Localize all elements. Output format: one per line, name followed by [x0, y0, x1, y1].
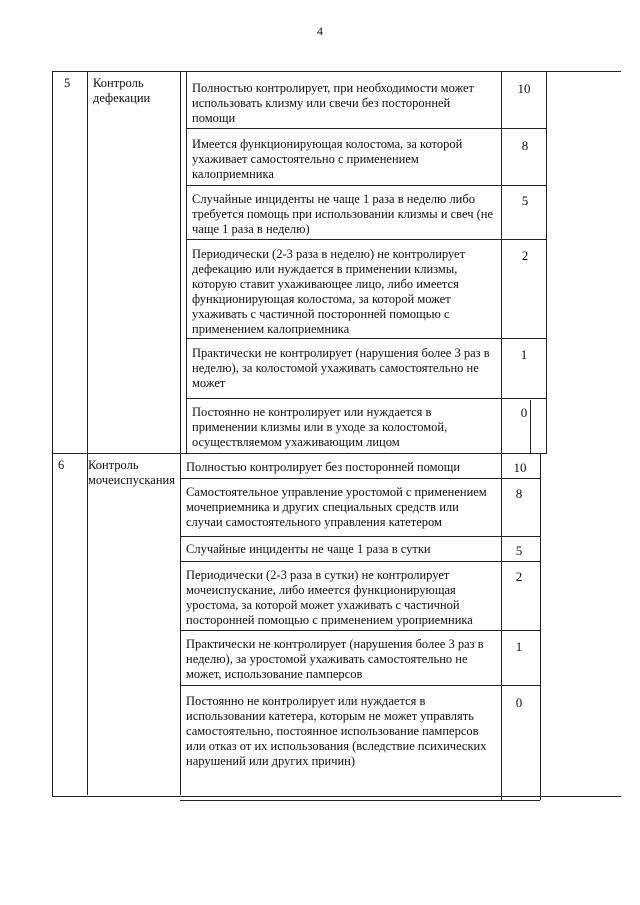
row-divider	[180, 561, 540, 562]
criterion-score: 8	[521, 138, 529, 153]
row-divider	[180, 800, 540, 801]
section-divider	[52, 453, 546, 454]
criterion-score: 0	[520, 405, 528, 420]
column-divider-title	[180, 71, 181, 795]
criterion-text: Постоянно не контролирует или нуждается в использовании катетера, которым не может управлять самостоятельно, постоянное использование памперсов или отказ от их использования (вследствие психических нарушений или других причин)	[186, 694, 487, 768]
row-divider	[180, 478, 540, 479]
criterion-score: 10	[513, 460, 527, 475]
criterion-text: Полностью контролирует, при необходимости может использовать клизму или свечи без посторонней помощи	[192, 81, 474, 125]
criterion-score: 1	[520, 347, 528, 362]
criterion-text: Постоянно не контролирует или нуждается в применении клизмы или в уходе за колостомой, осуществляемом ухаживающим лицом	[192, 405, 448, 449]
criterion-score: 5	[521, 193, 529, 208]
row-divider	[186, 239, 546, 240]
criterion-text: Периодически (2-3 раза в сутки) не контролирует мочеиспускание, либо имеется функционирующая уростома, за которой может ухаживать с частичной посторонней помощью с применением уроприемника	[186, 568, 473, 627]
criterion-score: 2	[515, 569, 523, 584]
criterion-text: Практически не контролирует (нарушения более 3 раз в неделю), за колостомой ухаживать самостоятельно не может	[192, 346, 490, 390]
criterion-text: Случайные инциденты не чаще 1 раза в неделю либо требуется помощь при использовании клизмы и свеч (не чаще 1 раза в неделю)	[192, 192, 494, 236]
row-divider	[180, 685, 540, 686]
criterion-score: 8	[515, 486, 523, 501]
section-title: Контроль мочеиспускания	[88, 458, 175, 487]
section-number: 6	[58, 458, 65, 472]
criterion-text: Самостоятельное управление уростомой с применением мочеприемника и других специальных средств или случаи самостоятельного управления катетером	[186, 485, 487, 529]
section-title: Контроль дефекации	[93, 76, 151, 105]
criterion-score: 10	[517, 81, 531, 96]
criterion-text: Имеется функционирующая колостома, за которой ухаживает самостоятельно с применением калоприемника	[192, 137, 463, 181]
criterion-score: 1	[515, 639, 523, 654]
row-divider	[186, 398, 546, 399]
criterion-score: 2	[521, 248, 529, 263]
column-divider-number	[87, 71, 88, 795]
criterion-text: Периодически (2-3 раза в неделю) не контролирует дефекацию или нуждается в применении клизмы, которую ставит ухаживающее лицо, либо имеется функционирующая колостома, за которой может ухаживать с частичной посторонней помощью с применением калоприемника	[192, 247, 466, 336]
row-divider	[180, 630, 540, 631]
row-divider	[180, 536, 540, 537]
criterion-text: Случайные инциденты не чаще 1 раза в сутки	[186, 542, 431, 556]
criterion-text: Полностью контролирует без посторонней помощи	[186, 460, 461, 474]
criterion-text: Практически не контролирует (нарушения более 3 раз в неделю), за уростомой ухаживать самостоятельно не может, использование памперсов	[186, 637, 484, 681]
score-box-right-2	[540, 454, 541, 800]
page-number: 4	[317, 24, 323, 38]
criterion-score: 0	[515, 695, 523, 710]
criterion-score: 5	[515, 543, 523, 558]
score-box-right	[546, 71, 547, 454]
row-divider	[186, 185, 546, 186]
row-divider	[186, 128, 546, 129]
row-divider	[186, 338, 546, 339]
section-number: 5	[64, 76, 71, 90]
